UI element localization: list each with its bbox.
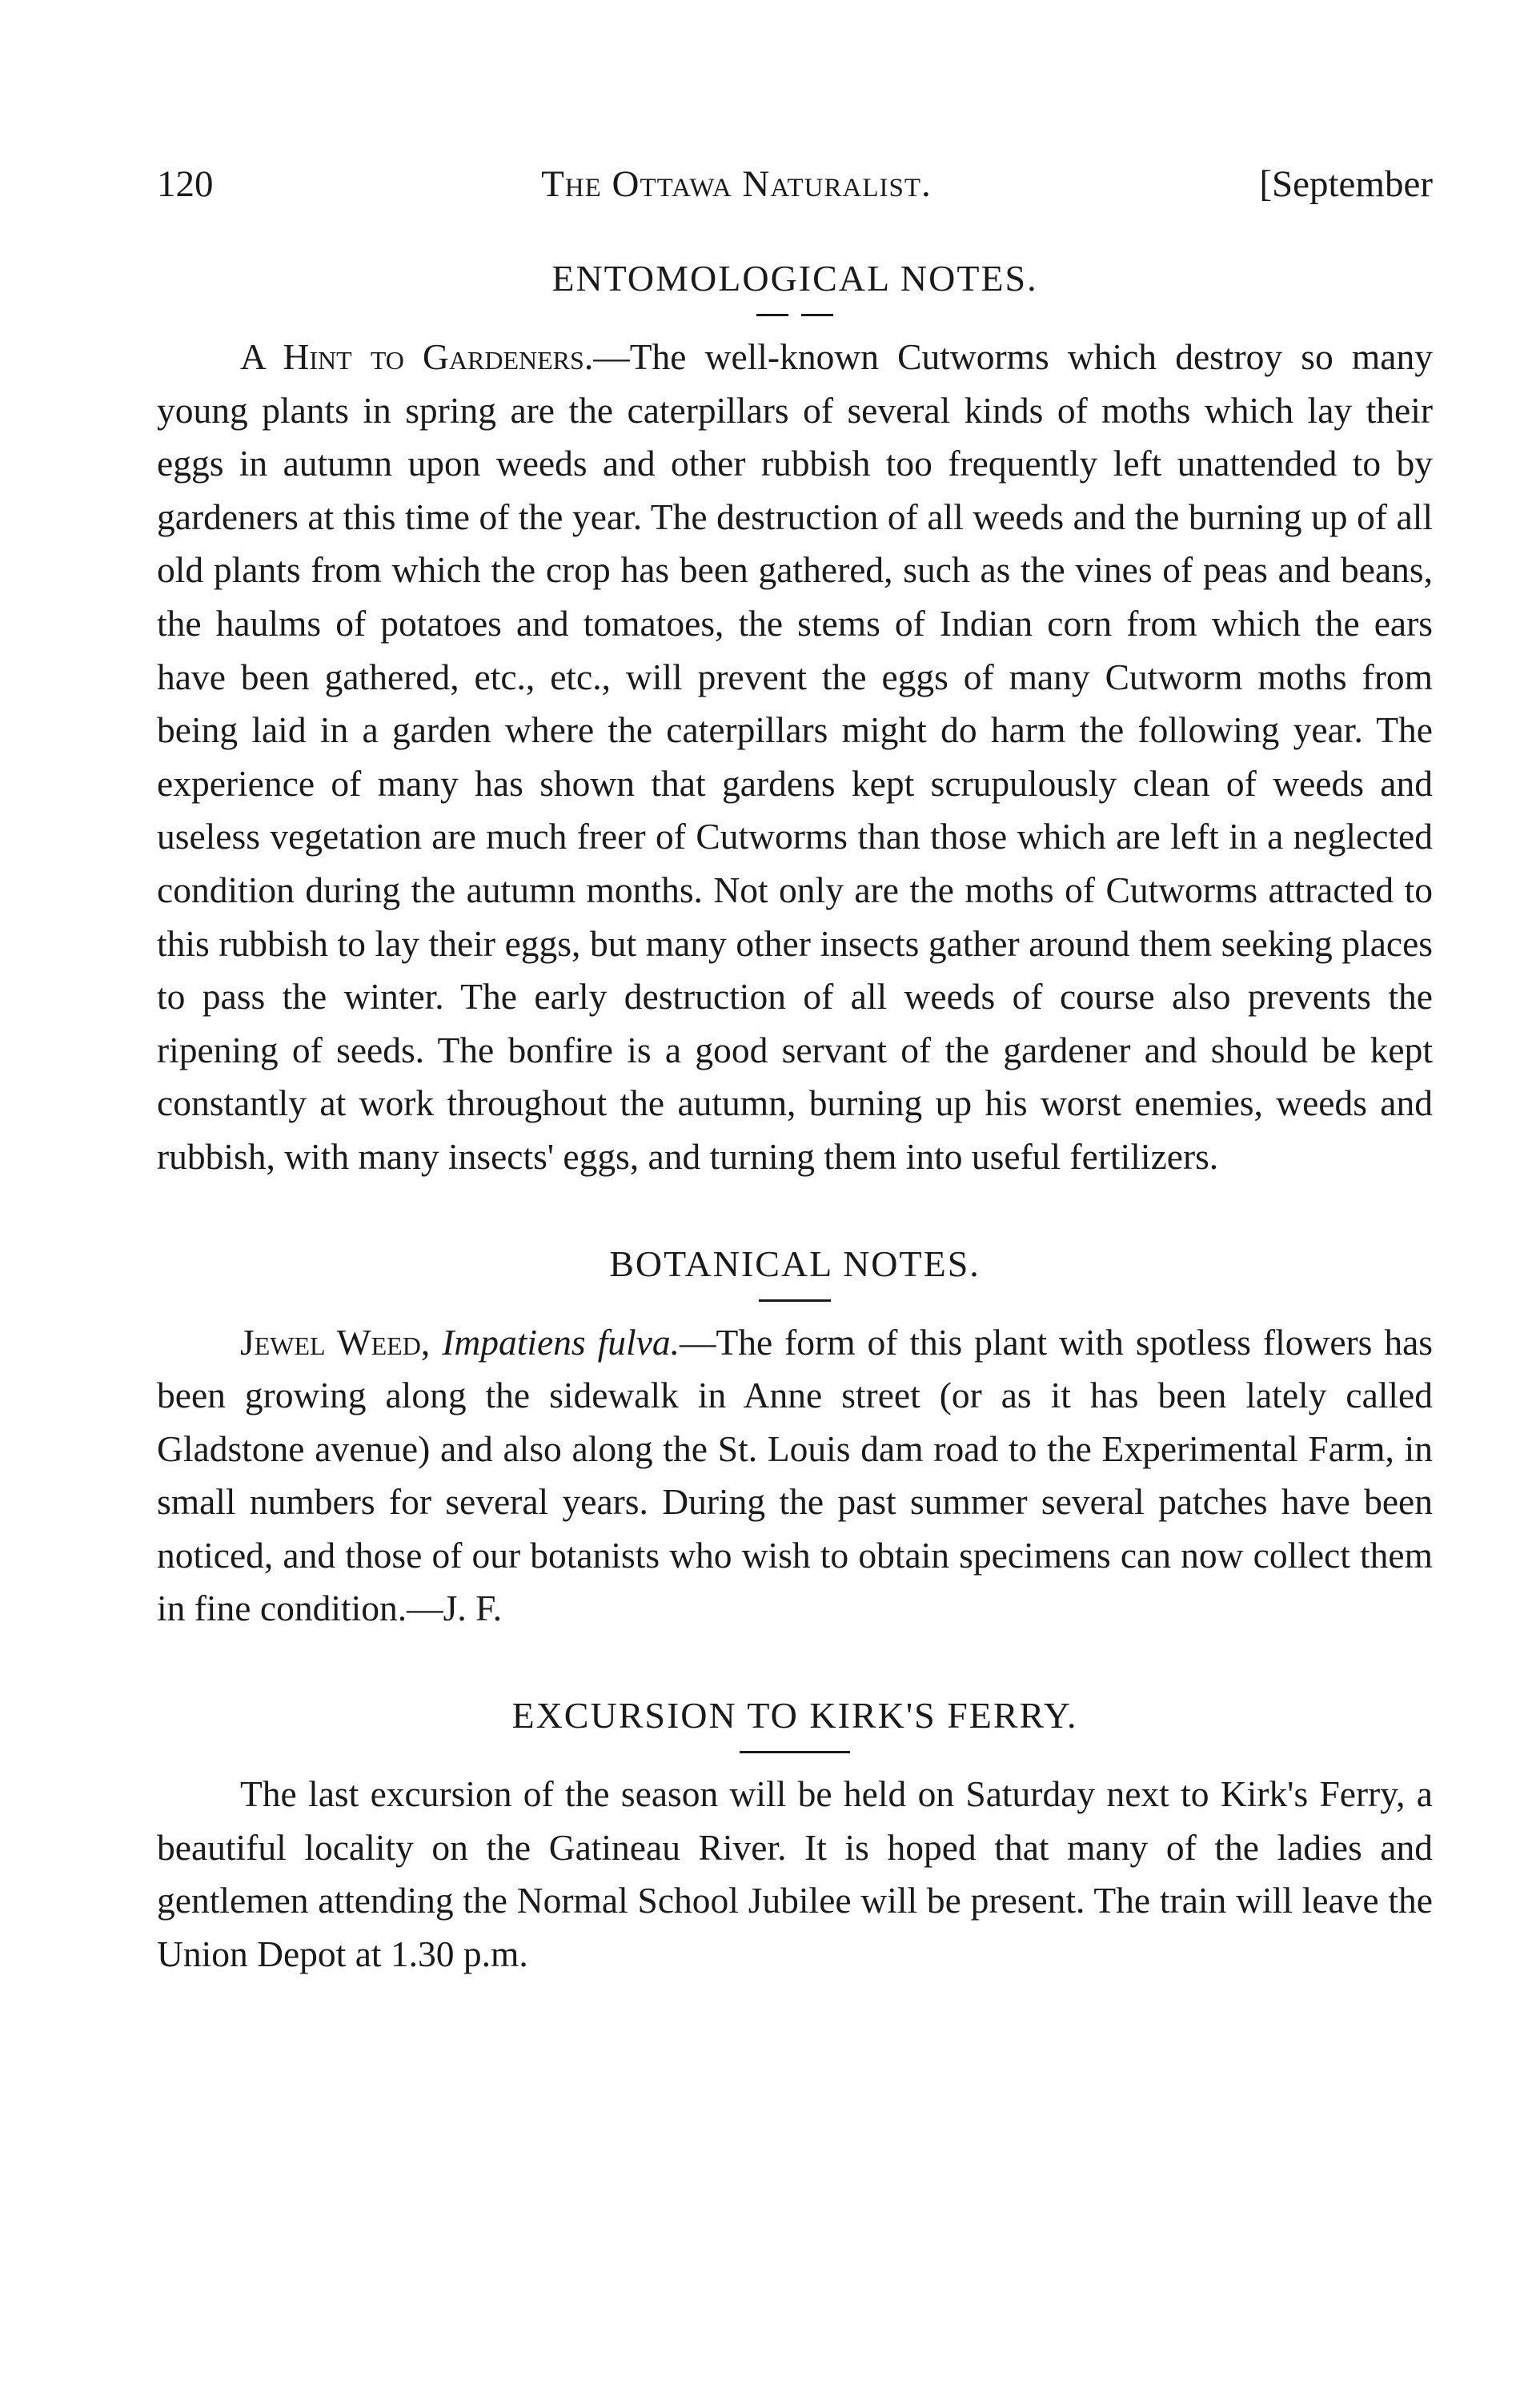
paragraph-text: —The form of this plant with spotless flowers has been growing along the sidewalk in Anne street (or as it has been lately called Gladstone avenue) and also along the St. Louis dam road to the Experimental Farm, in small numbers for several years. During the past summer several patches have been noticed, and those of our botanists who wish to obtain specimens can now collect them in fine condition.—J. F.	[157, 1321, 1434, 1629]
species-name: Impatiens fulva.	[442, 1321, 680, 1363]
journal-title: The Ottawa Naturalist.	[541, 163, 932, 205]
issue-month: [September	[1259, 163, 1433, 205]
running-head	[157, 160, 1433, 211]
lead-in-jewel-weed: Jewel Weed,	[240, 1321, 431, 1363]
paragraph-jewel-weed	[157, 1316, 1433, 1636]
section-heading-botanical: BOTANICAL NOTES.	[609, 1243, 981, 1284]
section-heading-entomological: ENTOMOLOGICAL NOTES.	[551, 258, 1038, 299]
heading-rule	[740, 1751, 850, 1753]
page	[157, 160, 1433, 1981]
heading-rule	[759, 1299, 831, 1302]
paragraph-text: —The well-known Cutworms which destroy so many young plants in spring are the caterpillars of several kinds of moths which lay their eggs in autumn upon weeds and other rubbish too frequently left unattended to by gardeners at this time of the year. The destruction of all weeds and the burning up of all old plants from which the crop has been gathered, such as the vines of peas and beans, the haulms of potatoes and tomatoes, the stems of Indian corn from which the ears have been gathered, etc., etc., will prevent the eggs of many Cutworm moths from being laid in a garden where the caterpillars might do harm the following year. The experience of many has shown that gardens kept scrupulously clean of weeds and useless vegetation are much freer of Cutworms than those which are left in a neglected condition during the autumn months. Not only are the moths of Cutworms attracted to this rubbish to lay their eggs, but many other insects gather around them seeking places to pass the winter. The early destruction of all weeds of course also prevents the ripening of seeds. The bonfire is a good servant of the gardener and should be kept constantly at work throughout the autumn, burning up his worst enemies, weeds and rubbish, with many insects' eggs, and turning them into useful fertilizers.	[157, 336, 1433, 1177]
paragraph-excursion	[157, 1768, 1433, 1981]
heading-rule	[756, 314, 833, 316]
paragraph-gardeners-hint	[157, 331, 1433, 1184]
paragraph-text: The last excursion of the season will be held on Saturday next to Kirk's Ferry, a beautiful locality on the Gatineau River. It is hoped that many of the ladies and gentlemen attending the Normal School Jubilee will be present. The train will leave the Union Depot at 1.30 p.m.	[157, 1773, 1433, 1974]
page-number: 120	[157, 163, 214, 205]
section-heading-excursion: EXCURSION TO KIRK'S FERRY.	[511, 1695, 1078, 1736]
lead-in-gardeners: A Hint to Gardeners.	[240, 336, 594, 377]
